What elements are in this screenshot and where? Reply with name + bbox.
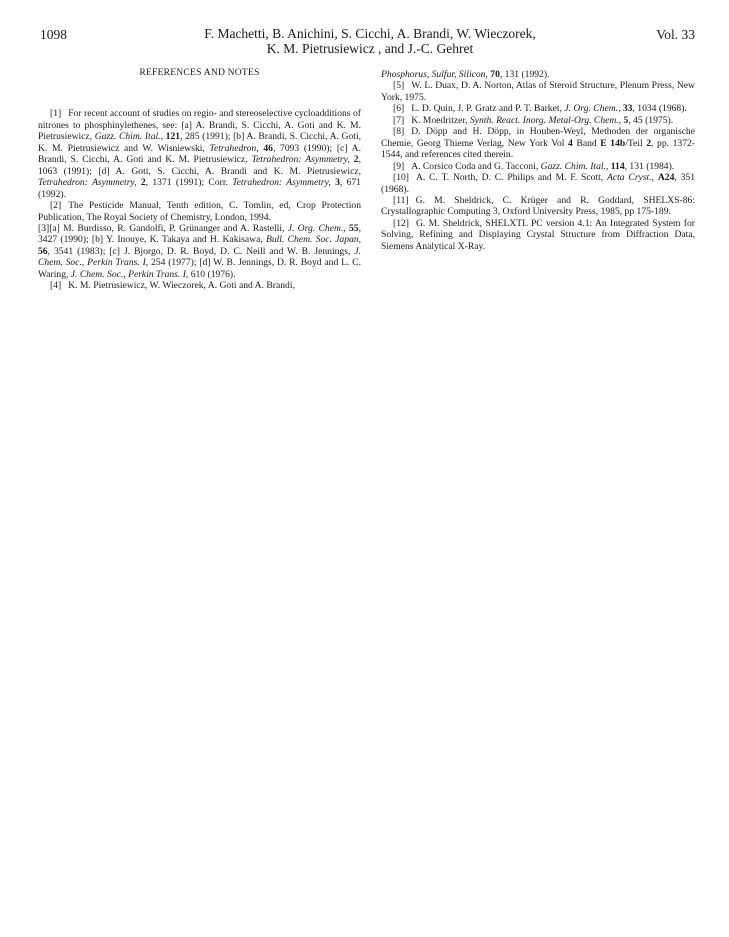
reference-text-segment: , 7093 (1990); [c] A. Brandi, S. Cicchi, A. Goti and K. M. Pietrusiewicz, xyxy=(38,142,361,166)
reference-text-segment: 33 xyxy=(622,103,633,115)
reference-text-segment: , 1034 (1968). xyxy=(632,103,687,115)
reference-text-segment: , pp. 1372-1544, and references cited therein. xyxy=(381,137,695,161)
reference-entry xyxy=(381,103,695,114)
reference-text-segment: J. Org. Chem., xyxy=(287,222,346,234)
reference-text-segment: Phosphorus, Sulfur, Silicon, xyxy=(381,69,488,80)
reference-number: [9] xyxy=(393,160,405,172)
reference-number: [10] xyxy=(393,172,409,184)
reference-text-segment: J. Chem. Soc., Perkin Trans. I, xyxy=(38,245,361,269)
reference-entry xyxy=(381,69,695,80)
reference-text-segment: 70 xyxy=(490,69,500,80)
reference-text-segment: , 131 (1992). xyxy=(499,69,550,80)
reference-text-segment: Gazz. Chim. Ital. xyxy=(94,131,161,143)
reference-text-segment: Band xyxy=(572,137,601,149)
reference-text-segment: Tetrahedron: Asymmetry, xyxy=(232,177,331,189)
reference-text-segment: , 3541 (1983); [c] J. Bjorgo, D. R. Boyd, D. C. Neill and W. B. Jennings, xyxy=(47,245,355,257)
reference-entry xyxy=(381,218,695,252)
reference-text-segment: G. M. Sheldrick, SHELXTL PC version 4.1: An Integrated System for Solving, Refining and Displaying Crystal Structure from Diffraction Data, Siemens Analytical X-Ray. xyxy=(381,217,695,252)
reference-number: [1] xyxy=(50,108,62,120)
reference-text-segment: , 285 (1991); [b] A. Brandi, S. Cicchi, A. Goti, K. M. Pietrusiewicz and W. Wisniewski, xyxy=(38,131,362,154)
reference-text-segment: Tetrahedron, xyxy=(209,142,259,154)
reference-number: [6] xyxy=(393,103,405,115)
reference-entry xyxy=(381,126,695,160)
reference-text-segment: 114 xyxy=(610,160,625,172)
reference-text-segment: A. Corsico Coda and G. Tacconi, xyxy=(411,160,541,172)
reference-text-segment: D. Döpp and H. Döpp, in Houben-Weyl, Methoden der organische Chemie, Georg Thieme Verlag, New York Vol xyxy=(381,126,695,149)
references-column-right xyxy=(381,69,695,252)
reference-text-segment: /Teil xyxy=(625,137,647,149)
reference-entry xyxy=(38,108,361,200)
references-left-list xyxy=(38,108,361,291)
reference-text-segment: L. D. Quin, J. P. Gratz and P. T. Barket, xyxy=(411,103,565,115)
reference-text-segment: For recent account of studies on regio- and stereoselective cycloadditions of nitrones to phosphinylethenes, see: [a] A. Brandi, S. Cicchi, A. Goti and K. M. Pietrusiewicz, xyxy=(38,108,361,143)
reference-text-segment: 2 xyxy=(646,137,652,149)
reference-text-segment: 121 xyxy=(165,131,181,143)
reference-text-segment: [a] M. Burdisso, R. Gandolfi, P. Grünanger and A. Rastelli, xyxy=(49,222,288,234)
reference-text-segment: K. Moedritzer, xyxy=(411,114,470,126)
reference-text-segment: Tetrahedron: Asymmetry, xyxy=(251,154,350,166)
reference-text-segment: 4 xyxy=(568,137,573,149)
authors-line-2: K. M. Pietrusiewicz , and J.-C. Gehret xyxy=(266,40,474,56)
reference-text-segment: 5 xyxy=(623,114,629,126)
volume-label: Vol. 33 xyxy=(656,27,695,42)
reference-text-segment: 2 xyxy=(140,177,146,189)
reference-number: [4] xyxy=(50,280,62,292)
reference-number: [12] xyxy=(393,217,409,229)
reference-text-segment: E 14b xyxy=(600,137,626,149)
authors-line-1: F. Machetti, B. Anichini, S. Cicchi, A. Brandi, W. Wieczorek, xyxy=(204,26,536,41)
reference-text-segment: 2 xyxy=(353,154,359,166)
reference-text-segment: Synth. React. Inorg. Metal-Org. Chem., xyxy=(469,114,622,126)
reference-text-segment: Tetrahedron: Asymmetry, xyxy=(38,177,137,189)
reference-text-segment: W. L. Duax, D. A. Norton, Atlas of Steroid Structure, Plenum Press, New York, 1975. xyxy=(381,80,695,103)
reference-number: [8] xyxy=(393,126,405,138)
reference-text-segment: , 671 (1992). xyxy=(38,177,361,200)
reference-entry xyxy=(381,172,695,195)
reference-text-segment: 46 xyxy=(263,142,273,154)
reference-text-segment: Gazz. Chim. Ital., xyxy=(540,160,609,172)
reference-text-segment: The Pesticide Manual, Tenth edition, C. Tomlin, ed, Crop Protection Publication, The Royal Society of Chemistry, London, 1994. xyxy=(38,200,361,223)
reference-text-segment: , 131 (1984). xyxy=(624,160,675,172)
reference-text-segment: 55 xyxy=(349,222,359,234)
reference-text-segment: 254 (1977); [d] W. B. Jennings, D. R. Boyd and L. C. Waring, xyxy=(38,257,361,280)
reference-entry xyxy=(381,115,695,126)
running-header-authors xyxy=(150,27,590,56)
reference-text-segment: , 3427 (1990); [b] Y. Inouye, K. Takaya and H. Kakisawa, xyxy=(38,222,361,246)
reference-number: [2] xyxy=(50,200,62,212)
reference-text-segment: K. M. Pietrusiewicz, W. Wieczorek, A. Goti and A. Brandi, xyxy=(68,280,295,292)
page-number: 1098 xyxy=(40,27,67,42)
reference-text-segment: Acta Cryst., xyxy=(607,172,655,184)
reference-text-segment: Bull. Chem. Soc. Japan, xyxy=(265,234,361,246)
reference-entry xyxy=(381,195,695,218)
reference-text-segment: 56 xyxy=(38,245,48,257)
reference-entry xyxy=(38,200,361,223)
reference-text-segment: A. C. T. North, D. C. Philips and M. F. Scott, xyxy=(415,172,608,184)
reference-text-segment: J. Chem. Soc., Perkin Trans. I, xyxy=(70,268,189,280)
reference-entry xyxy=(381,161,695,172)
reference-text-segment: , xyxy=(160,131,166,143)
reference-entry xyxy=(38,280,361,291)
reference-text-segment: G. M. Sheldrick, C. Krüger and R. Goddard, SHELXS-86: Crystallographic Computing 3, Oxford University Press, 1985, pp 175-189. xyxy=(381,194,695,218)
reference-text-segment: , 45 (1975). xyxy=(628,114,674,126)
reference-text-segment: 610 (1976). xyxy=(188,268,236,280)
reference-entry xyxy=(381,80,695,103)
reference-text-segment: , 351 (1968). xyxy=(381,172,695,195)
reference-number: [7] xyxy=(393,114,405,126)
reference-text-segment: , 1063 (1991); [d] A. Goti, S. Cicchi, A. Brandi and K. M. Pietrusiewicz, xyxy=(38,154,361,177)
references-right-list xyxy=(381,69,695,252)
reference-text-segment: J. Org. Chem., xyxy=(564,103,621,115)
reference-number: [11] xyxy=(393,194,409,206)
reference-number: [5] xyxy=(393,80,405,92)
reference-text-segment: , 1371 (1991); Corr. xyxy=(145,177,233,189)
reference-text-segment: 3 xyxy=(335,177,340,189)
reference-entry xyxy=(38,223,361,280)
references-column-left xyxy=(38,67,361,292)
references-heading: REFERENCES AND NOTES xyxy=(139,67,260,78)
reference-text-segment: A24 xyxy=(657,172,675,184)
reference-number: [3] xyxy=(38,222,50,234)
